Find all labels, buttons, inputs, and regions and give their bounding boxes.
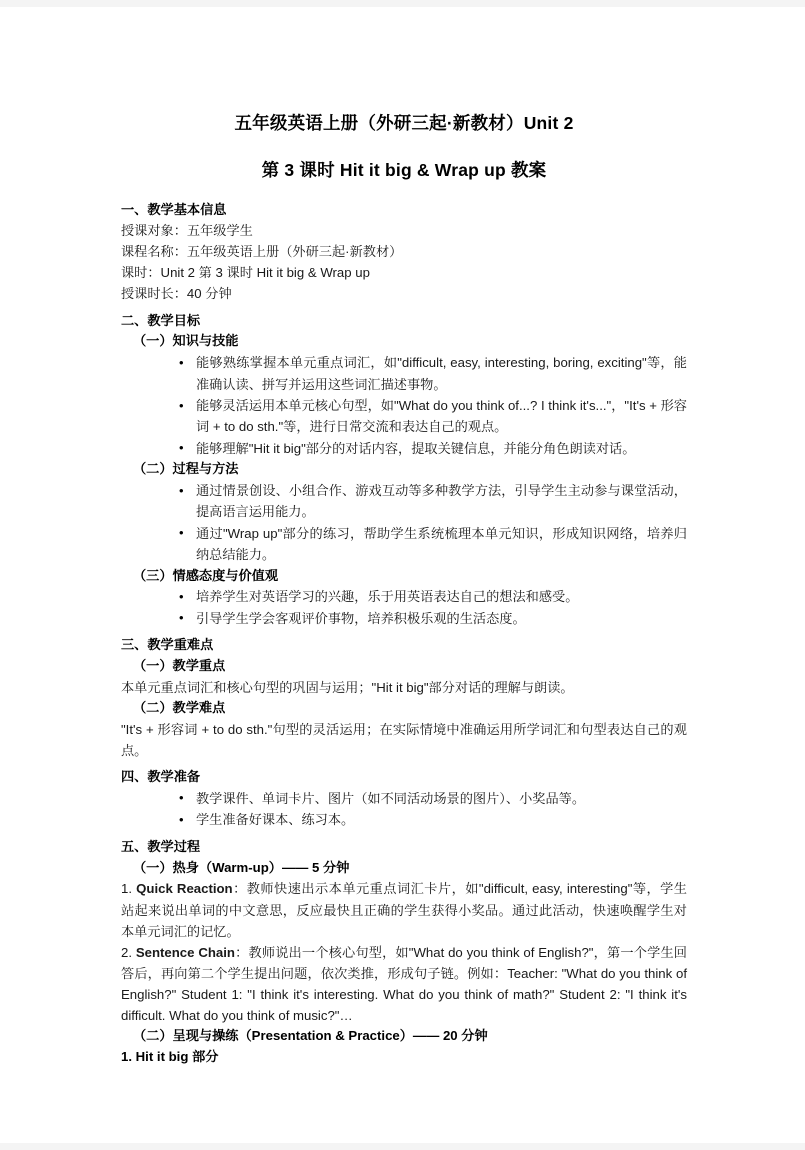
item-label: Quick Reaction (136, 881, 233, 897)
subsection-heading-warmup: （一）热身（Warm-up）—— 5 分钟 (133, 859, 350, 875)
list-preparation (121, 788, 687, 831)
field-course-name: 课程名称：五年级英语上册（外研三起·新教材） (121, 243, 403, 259)
list-item: • 能够熟练掌握本单元重点词汇，如"difficult, easy, interesting, boring, exciting"等，能准确认读、拼写并运用这些词汇描述事物。 (179, 352, 687, 395)
list-item: • 引导学生学会客观评价事物，培养积极乐观的生活态度。 (179, 608, 687, 629)
item-label: Sentence Chain (135, 944, 235, 960)
item-text: ：教师快速出示本单元重点词汇卡片，如"difficult, easy, interesting"等，学生站起来说出单词的中文意思，反应最快且正确的学生获得小奖品。通过此活动，快速唤醒学生对本单元词汇的记忆。 (121, 881, 687, 939)
process-item-hit-it-big: 1. Hit it big 部分 (121, 1049, 219, 1065)
section-heading-preparation: 四、教学准备 (121, 769, 201, 785)
subsection-heading-difficult-points: （二）教学难点 (133, 699, 226, 715)
list-item: • 教学课件、单词卡片、图片（如不同活动场景的图片）、小奖品等。 (179, 788, 687, 809)
text-difficult-points: "It's + 形容词 + to do sth."句型的灵活运用；在实际情境中准确运用所学词汇和句型表达自己的观点。 (121, 721, 687, 758)
list-item: • 学生准备好课本、练习本。 (179, 809, 687, 830)
field-audience: 授课对象：五年级学生 (121, 223, 253, 239)
subsection-heading-process-methods: （二）过程与方法 (133, 461, 239, 477)
list-item: • 通过"Wrap up"部分的练习，帮助学生系统梳理本单元知识，形成知识网络，培养归纳总结能力。 (179, 523, 687, 566)
document-content (121, 7, 687, 1068)
item-text: ：教师说出一个核心句型，如"What do you think of English?"，第一个学生回答后，再向第二个学生提出问题，依次类推，形成句子链。例如：Teacher: "What do you think of English?" Student 1: "I think it's interesting. What do you think of math?" Student 2: "I think it's difficult. What do you think of music?"… (121, 944, 687, 1024)
text-key-points: 本单元重点词汇和核心句型的巩固与运用；"Hit it big"部分对话的理解与朗读。 (121, 679, 574, 695)
subsection-heading-attitudes-values: （三）情感态度与价值观 (133, 567, 279, 583)
list-item: • 能够理解"Hit it big"部分的对话内容，提取关键信息，并能分角色朗读对话。 (179, 438, 687, 459)
item-number: 1. (121, 881, 137, 897)
field-lesson: 课时：Unit 2 第 3 课时 Hit it big & Wrap up (121, 264, 370, 280)
section-heading-key-difficult-points: 三、教学重难点 (121, 637, 214, 653)
list-process-methods (121, 480, 687, 566)
list-item: • 能够灵活运用本单元核心句型，如"What do you think of...? I think it's..."，"It's + 形容词 + to do sth."等，进行日常交流和表达自己的观点。 (179, 395, 687, 438)
process-item-sentence-chain (121, 942, 687, 1027)
document-page (0, 7, 805, 1143)
list-attitudes-values (121, 586, 687, 629)
subsection-heading-key-points: （一）教学重点 (133, 657, 226, 673)
list-item: • 培养学生对英语学习的兴趣，乐于用英语表达自己的想法和感受。 (179, 586, 687, 607)
section-heading-teaching-process: 五、教学过程 (121, 838, 201, 854)
subsection-heading-knowledge-skills: （一）知识与技能 (133, 333, 239, 349)
section-heading-basic-info: 一、教学基本信息 (121, 202, 227, 218)
page-title-line1: 五年级英语上册（外研三起·新教材）Unit 2 (234, 113, 574, 133)
list-item: • 通过情景创设、小组合作、游戏互动等多种教学方法，引导学生主动参与课堂活动，提高语言运用能力。 (179, 480, 687, 523)
page-title-line2: 第 3 课时 Hit it big & Wrap up 教案 (261, 159, 547, 180)
list-knowledge-skills (121, 352, 687, 459)
field-duration: 授课时长：40 分钟 (121, 285, 232, 301)
process-item-quick-reaction (121, 878, 687, 941)
item-number: 2. (121, 944, 136, 960)
subsection-heading-presentation-practice: （二）呈现与操练（Presentation & Practice）—— 20 分钟 (133, 1028, 488, 1044)
section-heading-objectives: 二、教学目标 (121, 312, 201, 328)
